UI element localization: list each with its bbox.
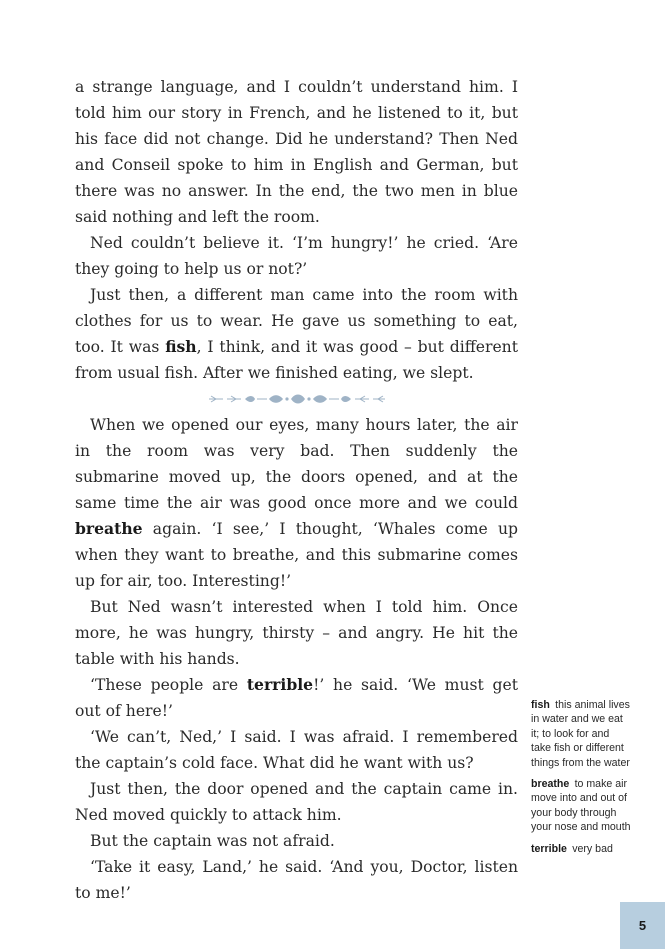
text-run: ‘These people are bbox=[90, 676, 247, 694]
glossary-entry bbox=[531, 698, 631, 770]
glossary-sidebar bbox=[531, 698, 631, 863]
text-run: again. ‘I see,’ I thought, ‘Whales come up when they want to breathe, and this submarine comes up for air, too. Interesting!’ bbox=[75, 520, 518, 590]
glossary-term: breathe bbox=[531, 778, 570, 791]
paragraph bbox=[75, 776, 518, 828]
text-run: But Ned wasn’t interested when I told him. Once more, he was hungry, thirsty – and angry. He hit the table with his hands. bbox=[75, 598, 518, 668]
glossary-word: breathe bbox=[75, 519, 143, 538]
glossary-definition: this animal lives in water and we eat it; to look for and take fish or different things from the water bbox=[531, 699, 630, 769]
glossary-entry bbox=[531, 842, 631, 856]
text-section-after-divider bbox=[75, 412, 518, 906]
text-run: But the captain was not afraid. bbox=[90, 832, 335, 850]
story-text bbox=[75, 74, 518, 906]
paragraph bbox=[75, 230, 518, 282]
paragraph bbox=[75, 828, 518, 854]
text-run: When we opened our eyes, many hours later, the air in the room was very bad. Then suddenly the submarine moved up, the doors opened, and at the same time the air was good once more and we could bbox=[75, 416, 518, 512]
text-run: ‘We can’t, Ned,’ I said. I was afraid. I remembered the captain’s cold face. What did he want with us? bbox=[75, 728, 518, 772]
glossary-definition: very bad bbox=[572, 842, 613, 855]
glossary-term: fish bbox=[531, 699, 550, 711]
paragraph bbox=[75, 724, 518, 776]
page-number-tab bbox=[620, 902, 665, 949]
text-section-before-divider bbox=[75, 74, 518, 386]
glossary-definition: to make air move into and out of your body through your nose and mouth bbox=[531, 778, 631, 834]
text-run: Just then, the door opened and the captain came in. Ned moved quickly to attack him. bbox=[75, 780, 518, 824]
paragraph bbox=[75, 74, 518, 230]
text-run: , I think, and it was good – but different from usual fish. After we finished eating, we slept. bbox=[75, 338, 518, 382]
paragraph bbox=[75, 854, 518, 906]
paragraph bbox=[75, 412, 518, 594]
page-number: 5 bbox=[638, 918, 647, 933]
paragraph bbox=[75, 594, 518, 672]
glossary-word: terrible bbox=[246, 675, 314, 694]
text-run: Just then, a different man came into the room with clothes for us to wear. He gave us something to eat, too. It was bbox=[75, 286, 518, 356]
decorative-divider-icon bbox=[207, 392, 387, 406]
text-run: ‘Take it easy, Land,’ he said. ‘And you, Doctor, listen to me!’ bbox=[75, 858, 518, 902]
paragraph bbox=[75, 282, 518, 386]
text-run: Ned couldn’t believe it. ‘I’m hungry!’ he cried. ‘Are they going to help us or not?’ bbox=[75, 234, 518, 278]
glossary-word: fish bbox=[165, 337, 197, 356]
glossary-term: terrible bbox=[531, 842, 567, 855]
text-run: !’ he said. ‘We must get out of here!’ bbox=[75, 676, 518, 720]
glossary-entry bbox=[531, 777, 631, 835]
text-run: a strange language, and I couldn’t understand him. I told him our story in French, and he listened to it, but his face did not change. Did he understand? Then Ned and Conseil spoke to him in English and German, but there was no answer. In the end, the two men in blue said nothing and left the room. bbox=[75, 78, 518, 226]
section-divider bbox=[75, 386, 518, 412]
paragraph bbox=[75, 672, 518, 724]
